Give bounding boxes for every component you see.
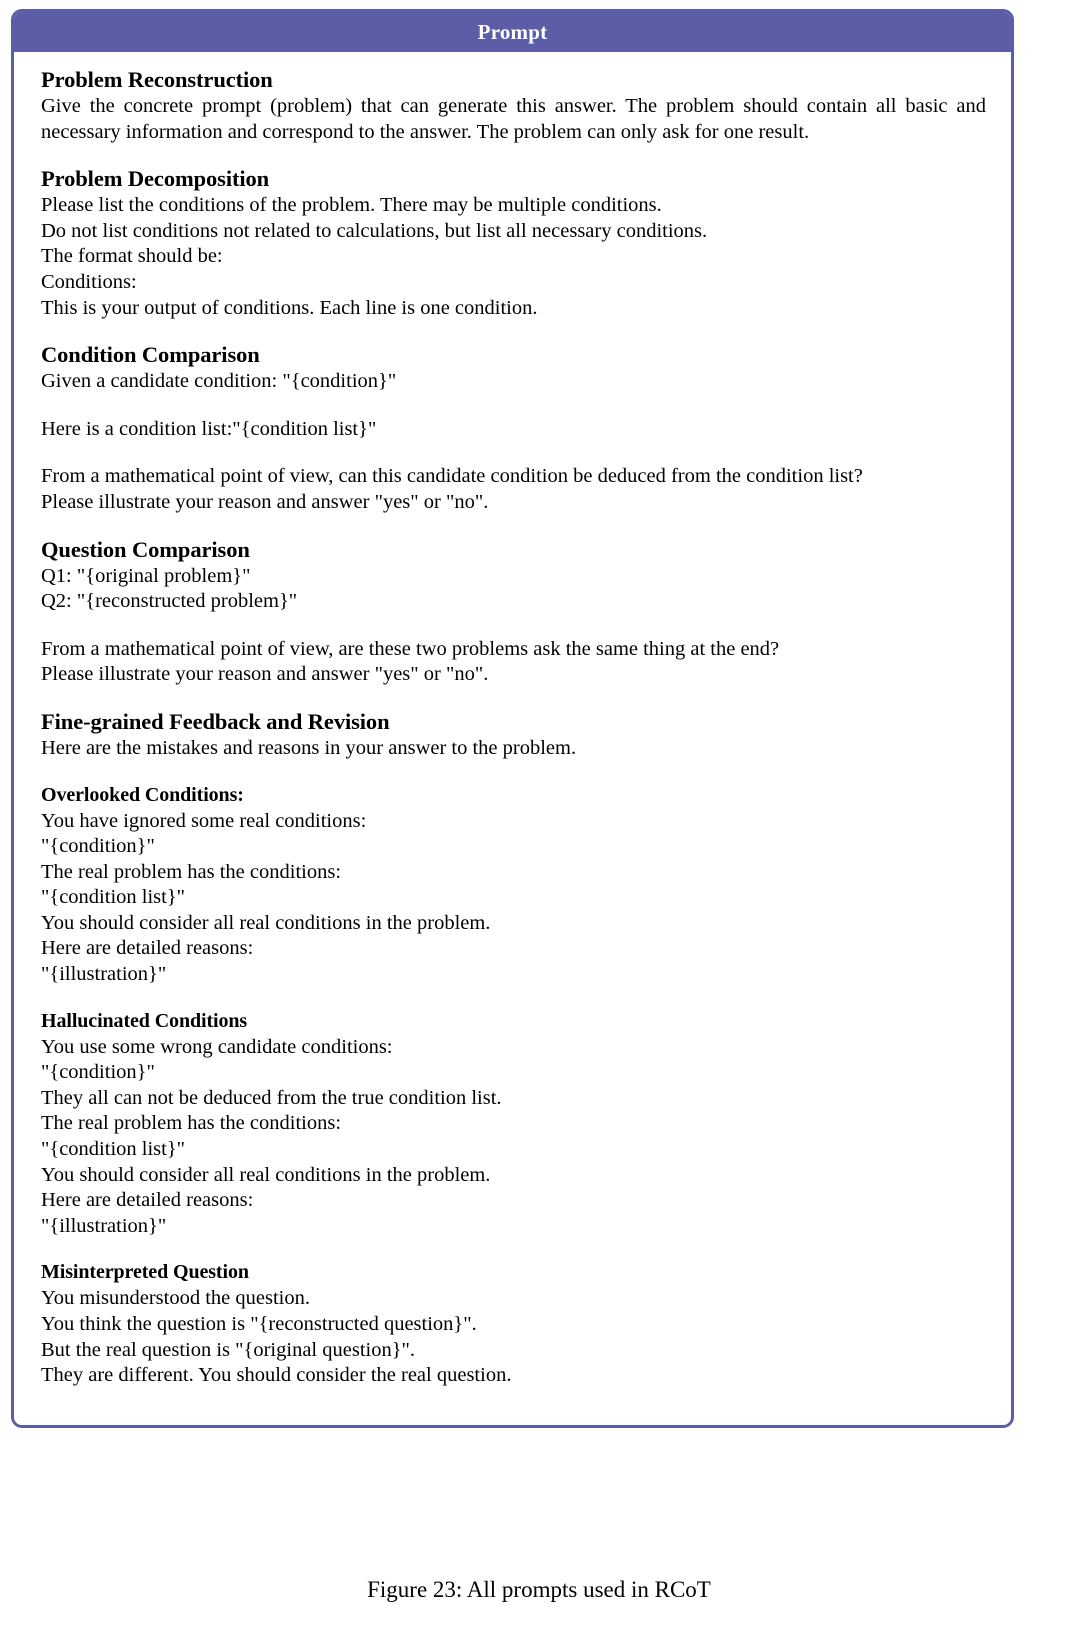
section-problem-decomposition (41, 165, 986, 321)
section-line: Here are detailed reasons: (41, 937, 254, 960)
section-line: You should consider all real conditions in the problem. (41, 1163, 491, 1186)
section-line: "{illustration}" (41, 963, 167, 986)
subsection-heading: Overlooked Conditions: (41, 783, 244, 806)
paragraph-gap (41, 442, 986, 464)
section-line: Please list the conditions of the problem. There may be multiple conditions. (41, 194, 662, 217)
section-condition-comparison (41, 341, 986, 515)
section-line: "{condition list}" (41, 886, 186, 909)
prompt-box-body (14, 52, 1011, 1425)
section-line: Please illustrate your reason and answer "yes" or "no". (41, 663, 489, 686)
section-line: You have ignored some real conditions: (41, 809, 367, 832)
section-line: The real problem has the conditions: (41, 860, 342, 883)
section-line: You should consider all real conditions in the problem. (41, 911, 491, 934)
section-line: "{condition}" (41, 1061, 155, 1084)
section-line: From a mathematical point of view, are these two problems ask the same thing at the end? (41, 637, 780, 660)
section-paragraph: Give the concrete prompt (problem) that can generate this answer. The problem should contain all basic and necessary information and correspond to the answer. The problem can only ask for one result. (41, 95, 986, 143)
section-heading: Fine-grained Feedback and Revision (41, 708, 390, 734)
section-line: But the real question is "{original question}". (41, 1338, 416, 1361)
section-line: "{condition list}" (41, 1138, 186, 1161)
section-line: The format should be: (41, 245, 223, 268)
section-line: They are different. You should consider the real question. (41, 1364, 512, 1387)
section-line: Q1: "{original problem}" (41, 564, 251, 587)
section-question-comparison (41, 536, 986, 688)
figure-caption: Figure 23: All prompts used in RCoT (367, 1577, 711, 1602)
section-line: This is your output of conditions. Each line is one condition. (41, 296, 538, 319)
section-heading: Problem Reconstruction (41, 67, 273, 92)
section-line: They all can not be deduced from the true condition list. (41, 1086, 502, 1109)
section-overlooked-conditions (41, 782, 986, 988)
section-line: "{illustration}" (41, 1214, 167, 1237)
section-line: Please illustrate your reason and answer "yes" or "no". (41, 490, 489, 513)
section-line: The real problem has the conditions: (41, 1112, 342, 1135)
section-line: Q2: "{reconstructed problem}" (41, 590, 298, 613)
section-line: Conditions: (41, 270, 137, 293)
section-misinterpreted-question (41, 1259, 986, 1388)
subsection-heading: Misinterpreted Question (41, 1261, 249, 1284)
section-paragraph: From a mathematical point of view, can this candidate condition be deduced from the condition list? (41, 465, 863, 488)
paragraph-gap (41, 615, 986, 637)
section-hallucinated-conditions (41, 1008, 986, 1240)
prompt-box-title: Prompt (14, 12, 1011, 52)
section-line: You misunderstood the question. (41, 1287, 310, 1310)
section-line: You use some wrong candidate conditions: (41, 1035, 393, 1058)
section-heading: Condition Comparison (41, 342, 260, 368)
section-heading: Problem Decomposition (41, 166, 270, 192)
section-problem-reconstruction (41, 66, 986, 145)
section-line: Here is a condition list:"{condition list}" (41, 417, 377, 440)
section-line: Here are the mistakes and reasons in your answer to the problem. (41, 736, 577, 759)
section-line: You think the question is "{reconstructed question}". (41, 1313, 477, 1335)
paragraph-gap (41, 395, 986, 417)
section-line: Given a candidate condition: "{condition}" (41, 370, 397, 393)
subsection-heading: Hallucinated Conditions (41, 1009, 248, 1032)
prompt-box (11, 9, 1014, 1428)
section-line: "{condition}" (41, 835, 155, 858)
section-heading: Question Comparison (41, 536, 250, 562)
section-line: Do not list conditions not related to calculations, but list all necessary conditions. (41, 219, 708, 242)
section-line: Here are detailed reasons: (41, 1189, 254, 1212)
section-fine-grained-feedback (41, 708, 986, 762)
